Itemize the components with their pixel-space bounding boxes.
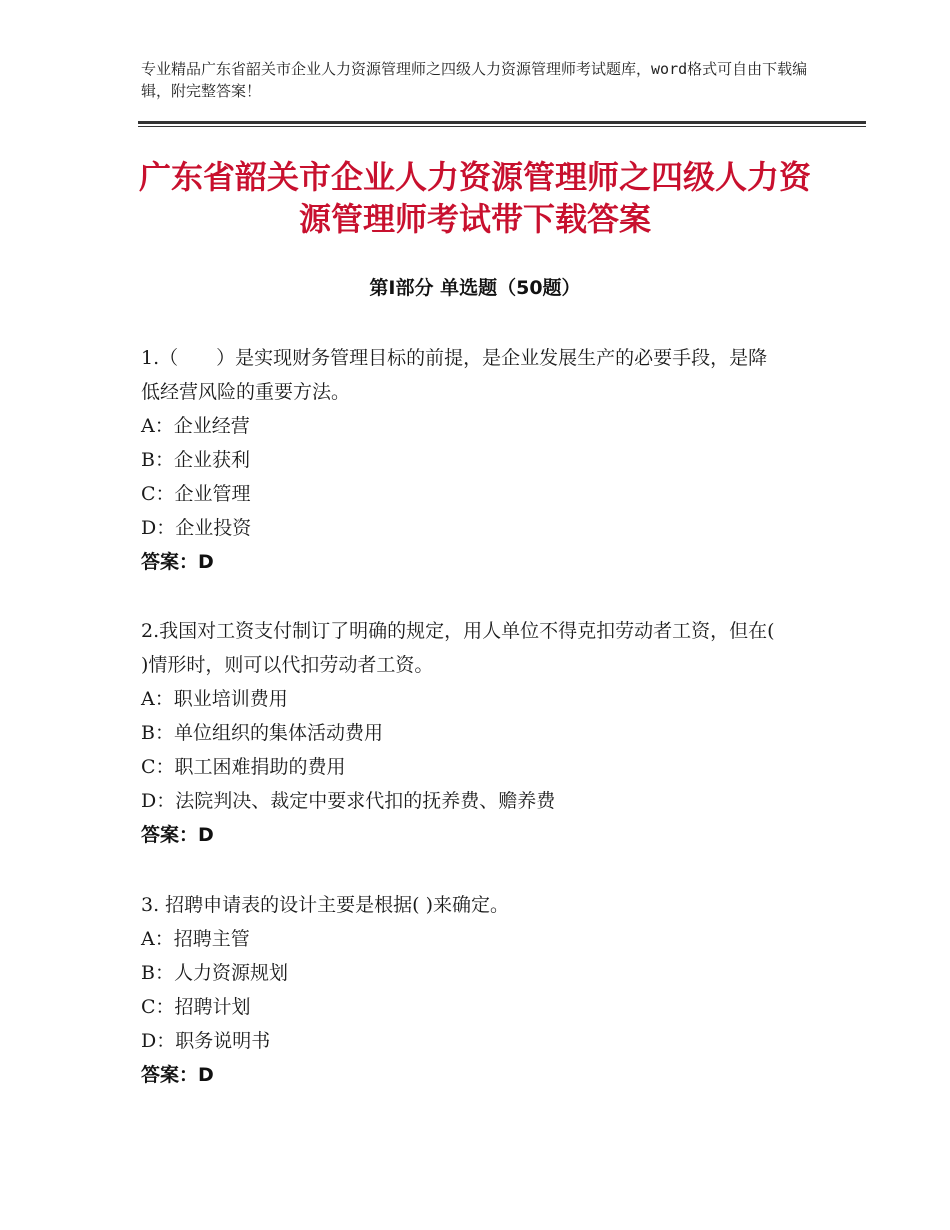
option-b: B：单位组织的集体活动费用 [141, 722, 383, 744]
option-a: A：企业经营 [141, 415, 250, 437]
header-note: 专业精品广东省韶关市企业人力资源管理师之四级人力资源管理师考试题库，word格式可自由下载编辑，附完整答案！ [141, 60, 808, 100]
option-a: A：招聘主管 [141, 928, 250, 950]
question-stem: 2.我国对工资支付制订了明确的规定，用人单位不得克扣劳动者工资，但在( )情形时，则可以代扣劳动者工资。 [141, 620, 775, 676]
option-d: D：企业投资 [141, 517, 252, 539]
header-rule-thin [138, 126, 866, 127]
answer: 答案：D [141, 1064, 214, 1086]
option-d: D：职务说明书 [141, 1030, 271, 1052]
option-c: C：企业管理 [141, 483, 251, 505]
option-b: B：企业获利 [141, 449, 250, 471]
option-a: A：职业培训费用 [141, 688, 288, 710]
question-1 [141, 341, 781, 579]
option-c: C：职工困难捐助的费用 [141, 756, 346, 778]
option-c: C：招聘计划 [141, 996, 251, 1018]
option-d: D：法院判决、裁定中要求代扣的抚养费、赡养费 [141, 790, 556, 812]
header-rule-thick [138, 121, 866, 124]
option-b: B：人力资源规划 [141, 962, 288, 984]
section-heading: 第Ⅰ部分 单选题（50题） [369, 277, 581, 299]
question-stem: 1.（ ）是实现财务管理目标的前提，是企业发展生产的必要手段，是降低经营风险的重要方法。 [141, 347, 768, 403]
question-2 [141, 614, 781, 852]
document-title: 广东省韶关市企业人力资源管理师之四级人力资源管理师考试带下载答案 [138, 158, 811, 238]
question-stem: 3. 招聘申请表的设计主要是根据( )来确定。 [141, 894, 510, 916]
question-3 [141, 888, 781, 1092]
answer: 答案：D [141, 824, 214, 846]
answer: 答案：D [141, 551, 214, 573]
